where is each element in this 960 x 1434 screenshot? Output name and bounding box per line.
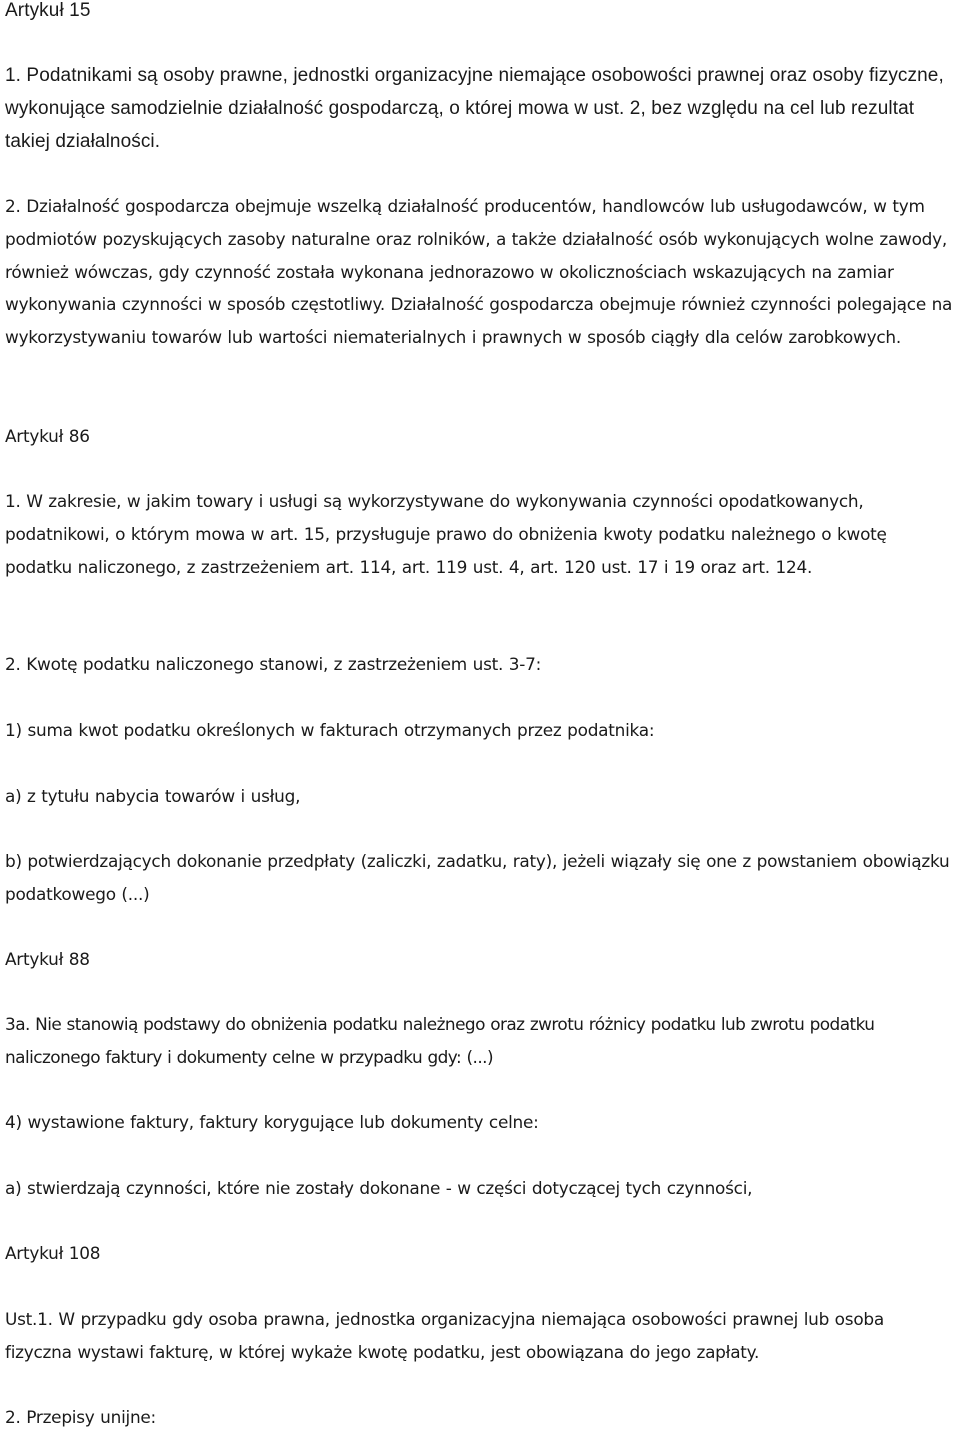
heading-artykul-86: Artykuł 86 <box>5 426 90 446</box>
paragraph-przepisy-unijne: 2. Przepisy unijne: <box>5 1407 156 1427</box>
paragraph-art86-1: 1. W zakresie, w jakim towary i usługi są wykorzystywane do wykonywania czynności opodatkowanych, podatnikowi, o którym mowa w art. 15, przysługuje prawo do obniżenia kwoty podatku należnego o kwotę podatku naliczonego, z zastrzeżeniem art. 114, art. 119 ust. 4, art. 120 ust. 17 i 19 oraz art. 124. <box>5 491 887 577</box>
paragraph-art86-2-1-a: a) z tytułu nabycia towarów i usług, <box>5 786 301 806</box>
paragraph-art108-1: Ust.1. W przypadku gdy osoba prawna, jednostka organizacyjna niemająca osobowości prawnej lub osoba fizyczna wystawi fakturę, w której wykaże kwotę podatku, jest obowiązana do jego zapłaty. <box>5 1309 884 1362</box>
paragraph-art86-2: 2. Kwotę podatku naliczonego stanowi, z zastrzeżeniem ust. 3-7: <box>5 654 542 674</box>
paragraph-art86-2-1-b: b) potwierdzających dokonanie przedpłaty (zaliczki, zadatku, raty), jeżeli wiązały się one z powstaniem obowiązku podatkowego (...) <box>5 851 950 904</box>
heading-artykul-88: Artykuł 88 <box>5 949 90 969</box>
paragraph-art88-3a-4-a: a) stwierdzają czynności, które nie zostały dokonane - w części dotyczącej tych czynności, <box>5 1178 753 1198</box>
paragraph-art86-2-1: 1) suma kwot podatku określonych w fakturach otrzymanych przez podatnika: <box>5 720 655 740</box>
paragraph-art88-3a-4: 4) wystawione faktury, faktury korygujące lub dokumenty celne: <box>5 1112 539 1132</box>
paragraph-art15-1: 1. Podatnikami są osoby prawne, jednostki organizacyjne niemające osobowości prawnej oraz osoby fizyczne, wykonujące samodzielnie działalność gospodarczą, o której mowa w ust. 2, bez względu na cel lub rezultat takiej działalności. <box>5 65 944 152</box>
heading-artykul-15: Artykuł 15 <box>5 0 91 21</box>
paragraph-art15-2: 2. Działalność gospodarcza obejmuje wszelką działalność producentów, handlowców lub usługodawców, w tym podmiotów pozyskujących zasoby naturalne oraz rolników, a także działalność osób wykonujących wolne zawody, również wówczas, gdy czynność została wykonana jednorazowo w okolicznościach wskazujących na zamiar wykonywania czynności w sposób częstotliwy. Działalność gospodarcza obejmuje również czynności polegające na wykorzystywaniu towarów lub wartości niematerialnych i prawnych w sposób ciągły dla celów zarobkowych. <box>5 196 953 348</box>
paragraph-art88-3a: 3a. Nie stanowią podstawy do obniżenia podatku należnego oraz zwrotu różnicy podatku lub zwrotu podatku naliczonego faktury i dokumenty celne w przypadku gdy: (...) <box>5 1014 875 1067</box>
heading-artykul-108: Artykuł 108 <box>5 1243 101 1263</box>
